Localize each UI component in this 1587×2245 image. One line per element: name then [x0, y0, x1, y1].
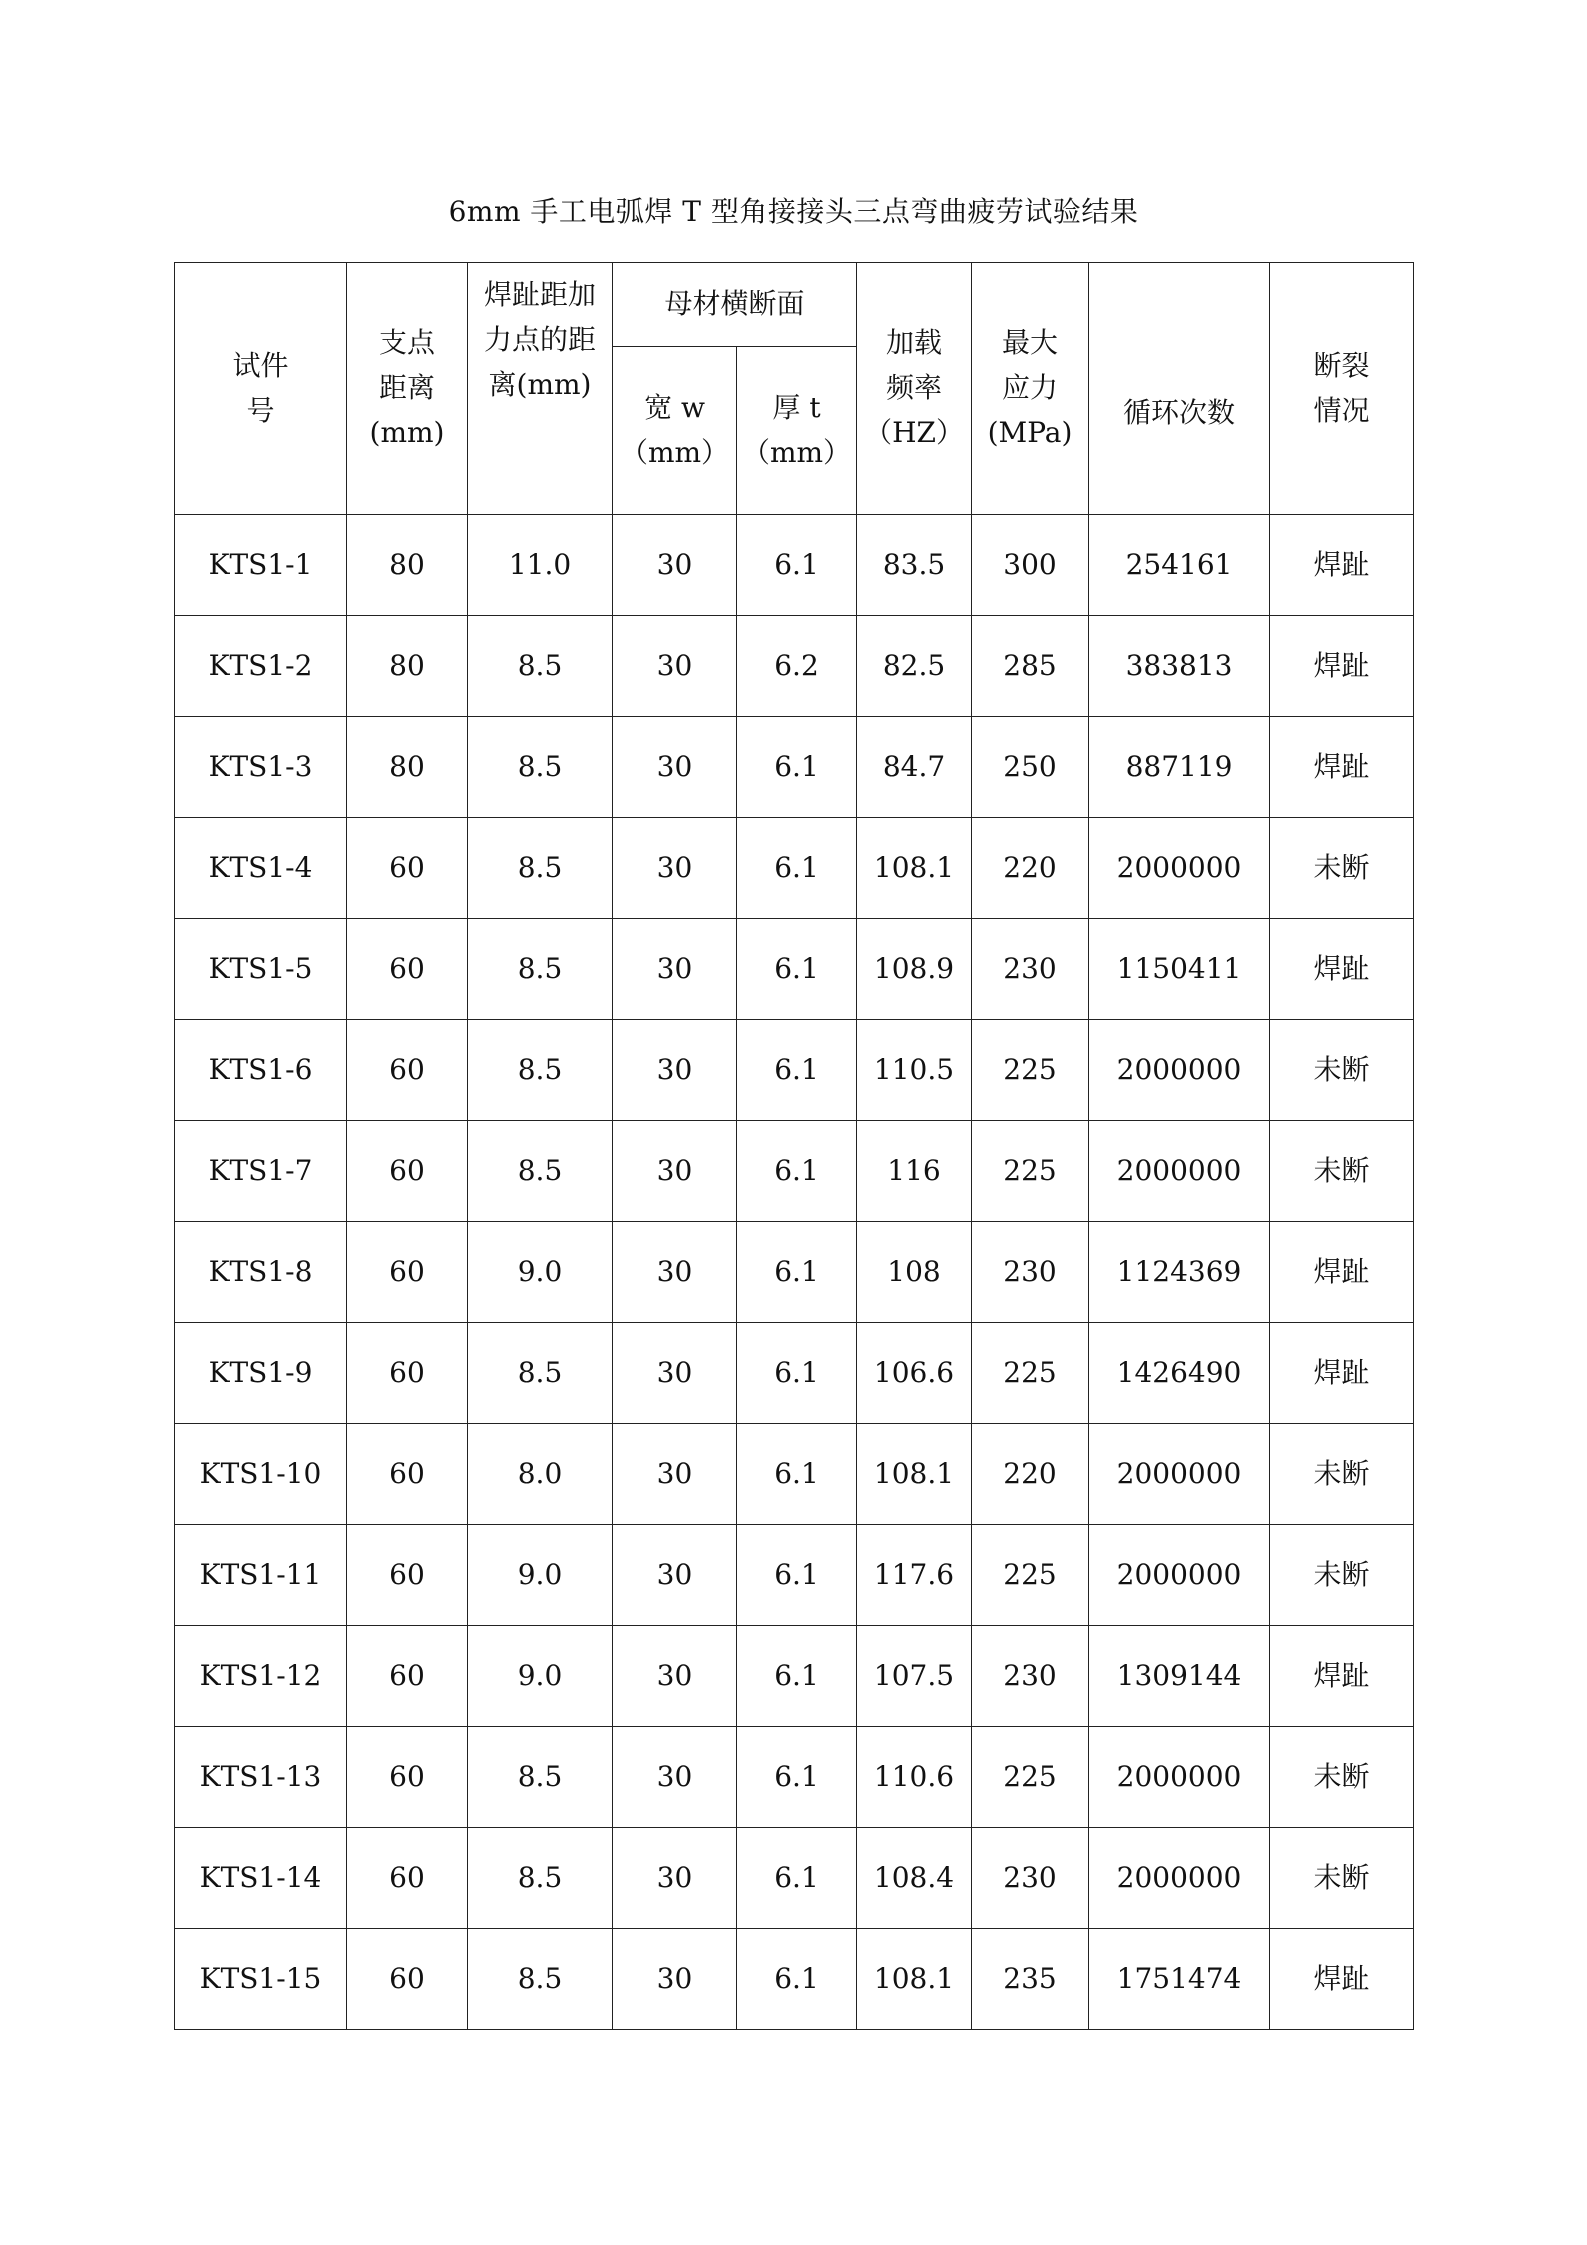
header-support-distance: 支点 距离 (mm)	[347, 263, 468, 515]
table-row	[175, 1525, 1414, 1626]
cell-fracture: 未断	[1270, 1828, 1414, 1929]
header-width: 宽 w （mm）	[613, 347, 737, 515]
header-specimen: 试件 号	[175, 263, 347, 515]
cell-frequency: 108.4	[857, 1828, 972, 1929]
cell-width: 30	[613, 1121, 737, 1222]
cell-width: 30	[613, 1828, 737, 1929]
cell-cycles: 1150411	[1089, 919, 1270, 1020]
cell-cycles: 887119	[1089, 717, 1270, 818]
cell-fracture: 焊趾	[1270, 616, 1414, 717]
cell-specimen: KTS1-7	[175, 1121, 347, 1222]
cell-fracture: 焊趾	[1270, 919, 1414, 1020]
cell-toe-distance: 9.0	[468, 1525, 613, 1626]
cell-cycles: 2000000	[1089, 1828, 1270, 1929]
cell-thickness: 6.1	[737, 1828, 857, 1929]
cell-thickness: 6.1	[737, 1929, 857, 2030]
cell-cycles: 254161	[1089, 515, 1270, 616]
cell-max-stress: 285	[972, 616, 1089, 717]
cell-frequency: 82.5	[857, 616, 972, 717]
header-cross-section: 母材横断面	[613, 263, 857, 347]
cell-toe-distance: 8.5	[468, 919, 613, 1020]
cell-thickness: 6.1	[737, 818, 857, 919]
table-row	[175, 1222, 1414, 1323]
cell-fracture: 焊趾	[1270, 717, 1414, 818]
cell-width: 30	[613, 1424, 737, 1525]
cell-specimen: KTS1-13	[175, 1727, 347, 1828]
table-row	[175, 616, 1414, 717]
cell-fracture: 焊趾	[1270, 1929, 1414, 2030]
cell-specimen: KTS1-8	[175, 1222, 347, 1323]
cell-specimen: KTS1-1	[175, 515, 347, 616]
cell-support-distance: 60	[347, 1222, 468, 1323]
cell-fracture: 焊趾	[1270, 1626, 1414, 1727]
cell-width: 30	[613, 1525, 737, 1626]
cell-fracture: 未断	[1270, 818, 1414, 919]
cell-width: 30	[613, 717, 737, 818]
cell-max-stress: 225	[972, 1323, 1089, 1424]
cell-max-stress: 225	[972, 1020, 1089, 1121]
cell-specimen: KTS1-9	[175, 1323, 347, 1424]
cell-thickness: 6.1	[737, 515, 857, 616]
cell-thickness: 6.2	[737, 616, 857, 717]
cell-toe-distance: 8.0	[468, 1424, 613, 1525]
cell-support-distance: 60	[347, 1323, 468, 1424]
cell-frequency: 107.5	[857, 1626, 972, 1727]
table-row	[175, 1929, 1414, 2030]
cell-frequency: 108.1	[857, 818, 972, 919]
cell-max-stress: 225	[972, 1727, 1089, 1828]
table-row	[175, 717, 1414, 818]
cell-specimen: KTS1-4	[175, 818, 347, 919]
cell-fracture: 未断	[1270, 1727, 1414, 1828]
results-table	[174, 262, 1414, 2030]
cell-toe-distance: 8.5	[468, 1929, 613, 2030]
cell-toe-distance: 8.5	[468, 1323, 613, 1424]
cell-max-stress: 235	[972, 1929, 1089, 2030]
cell-thickness: 6.1	[737, 1727, 857, 1828]
cell-cycles: 1426490	[1089, 1323, 1270, 1424]
cell-max-stress: 220	[972, 1424, 1089, 1525]
cell-max-stress: 225	[972, 1525, 1089, 1626]
cell-fracture: 未断	[1270, 1424, 1414, 1525]
cell-toe-distance: 11.0	[468, 515, 613, 616]
page-title: 6mm 手工电弧焊 T 型角接接头三点弯曲疲劳试验结果	[448, 195, 1139, 228]
cell-cycles: 1309144	[1089, 1626, 1270, 1727]
cell-toe-distance: 8.5	[468, 818, 613, 919]
cell-frequency: 110.5	[857, 1020, 972, 1121]
cell-toe-distance: 8.5	[468, 1727, 613, 1828]
cell-support-distance: 60	[347, 1929, 468, 2030]
table-row	[175, 1323, 1414, 1424]
cell-specimen: KTS1-11	[175, 1525, 347, 1626]
table-row	[175, 1828, 1414, 1929]
cell-width: 30	[613, 1323, 737, 1424]
cell-fracture: 焊趾	[1270, 1222, 1414, 1323]
table-body	[175, 515, 1414, 2030]
cell-cycles: 2000000	[1089, 1020, 1270, 1121]
cell-thickness: 6.1	[737, 1323, 857, 1424]
cell-frequency: 108.1	[857, 1929, 972, 2030]
table-row	[175, 1626, 1414, 1727]
cell-support-distance: 60	[347, 1626, 468, 1727]
cell-cycles: 1124369	[1089, 1222, 1270, 1323]
cell-cycles: 2000000	[1089, 1727, 1270, 1828]
cell-width: 30	[613, 919, 737, 1020]
header-fracture: 断裂 情况	[1270, 263, 1414, 515]
cell-support-distance: 60	[347, 1828, 468, 1929]
cell-fracture: 焊趾	[1270, 515, 1414, 616]
cell-support-distance: 80	[347, 515, 468, 616]
cell-frequency: 106.6	[857, 1323, 972, 1424]
cell-toe-distance: 9.0	[468, 1626, 613, 1727]
table-row	[175, 1424, 1414, 1525]
cell-support-distance: 60	[347, 818, 468, 919]
cell-width: 30	[613, 1222, 737, 1323]
table-header	[175, 263, 1414, 515]
cell-frequency: 83.5	[857, 515, 972, 616]
table-row	[175, 1121, 1414, 1222]
cell-max-stress: 250	[972, 717, 1089, 818]
header-toe-distance: 焊趾距加 力点的距 离(mm)	[468, 263, 613, 515]
cell-width: 30	[613, 1626, 737, 1727]
cell-support-distance: 60	[347, 919, 468, 1020]
cell-toe-distance: 9.0	[468, 1222, 613, 1323]
cell-max-stress: 225	[972, 1121, 1089, 1222]
cell-cycles: 2000000	[1089, 818, 1270, 919]
cell-support-distance: 80	[347, 717, 468, 818]
cell-fracture: 未断	[1270, 1020, 1414, 1121]
cell-max-stress: 230	[972, 1626, 1089, 1727]
cell-support-distance: 60	[347, 1121, 468, 1222]
cell-max-stress: 230	[972, 919, 1089, 1020]
header-thickness: 厚 t （mm）	[737, 347, 857, 515]
cell-max-stress: 220	[972, 818, 1089, 919]
cell-specimen: KTS1-14	[175, 1828, 347, 1929]
header-max-stress: 最大 应力 (MPa)	[972, 263, 1089, 515]
cell-support-distance: 60	[347, 1525, 468, 1626]
cell-cycles: 383813	[1089, 616, 1270, 717]
cell-fracture: 未断	[1270, 1121, 1414, 1222]
cell-cycles: 2000000	[1089, 1121, 1270, 1222]
table-row	[175, 1020, 1414, 1121]
cell-toe-distance: 8.5	[468, 616, 613, 717]
cell-toe-distance: 8.5	[468, 1020, 613, 1121]
cell-toe-distance: 8.5	[468, 1121, 613, 1222]
cell-frequency: 84.7	[857, 717, 972, 818]
cell-max-stress: 230	[972, 1828, 1089, 1929]
cell-specimen: KTS1-10	[175, 1424, 347, 1525]
cell-cycles: 2000000	[1089, 1525, 1270, 1626]
cell-thickness: 6.1	[737, 1525, 857, 1626]
cell-support-distance: 80	[347, 616, 468, 717]
cell-width: 30	[613, 616, 737, 717]
cell-fracture: 未断	[1270, 1525, 1414, 1626]
cell-frequency: 110.6	[857, 1727, 972, 1828]
cell-max-stress: 230	[972, 1222, 1089, 1323]
cell-support-distance: 60	[347, 1727, 468, 1828]
cell-frequency: 116	[857, 1121, 972, 1222]
cell-thickness: 6.1	[737, 919, 857, 1020]
cell-thickness: 6.1	[737, 1626, 857, 1727]
cell-support-distance: 60	[347, 1020, 468, 1121]
cell-frequency: 108.1	[857, 1424, 972, 1525]
cell-toe-distance: 8.5	[468, 717, 613, 818]
cell-toe-distance: 8.5	[468, 1828, 613, 1929]
cell-support-distance: 60	[347, 1424, 468, 1525]
cell-thickness: 6.1	[737, 1424, 857, 1525]
cell-width: 30	[613, 1929, 737, 2030]
cell-specimen: KTS1-5	[175, 919, 347, 1020]
cell-thickness: 6.1	[737, 1121, 857, 1222]
cell-width: 30	[613, 1020, 737, 1121]
cell-cycles: 1751474	[1089, 1929, 1270, 2030]
cell-cycles: 2000000	[1089, 1424, 1270, 1525]
cell-thickness: 6.1	[737, 1020, 857, 1121]
cell-frequency: 108	[857, 1222, 972, 1323]
cell-thickness: 6.1	[737, 1222, 857, 1323]
cell-specimen: KTS1-15	[175, 1929, 347, 2030]
header-frequency: 加载 频率 （HZ）	[857, 263, 972, 515]
cell-specimen: KTS1-12	[175, 1626, 347, 1727]
table-row	[175, 919, 1414, 1020]
cell-width: 30	[613, 515, 737, 616]
cell-width: 30	[613, 1727, 737, 1828]
cell-frequency: 117.6	[857, 1525, 972, 1626]
header-cycles: 循环次数	[1089, 263, 1270, 515]
table-row	[175, 818, 1414, 919]
cell-specimen: KTS1-6	[175, 1020, 347, 1121]
cell-specimen: KTS1-2	[175, 616, 347, 717]
cell-width: 30	[613, 818, 737, 919]
cell-fracture: 焊趾	[1270, 1323, 1414, 1424]
cell-max-stress: 300	[972, 515, 1089, 616]
cell-specimen: KTS1-3	[175, 717, 347, 818]
cell-frequency: 108.9	[857, 919, 972, 1020]
table-row	[175, 515, 1414, 616]
table-row	[175, 1727, 1414, 1828]
cell-thickness: 6.1	[737, 717, 857, 818]
